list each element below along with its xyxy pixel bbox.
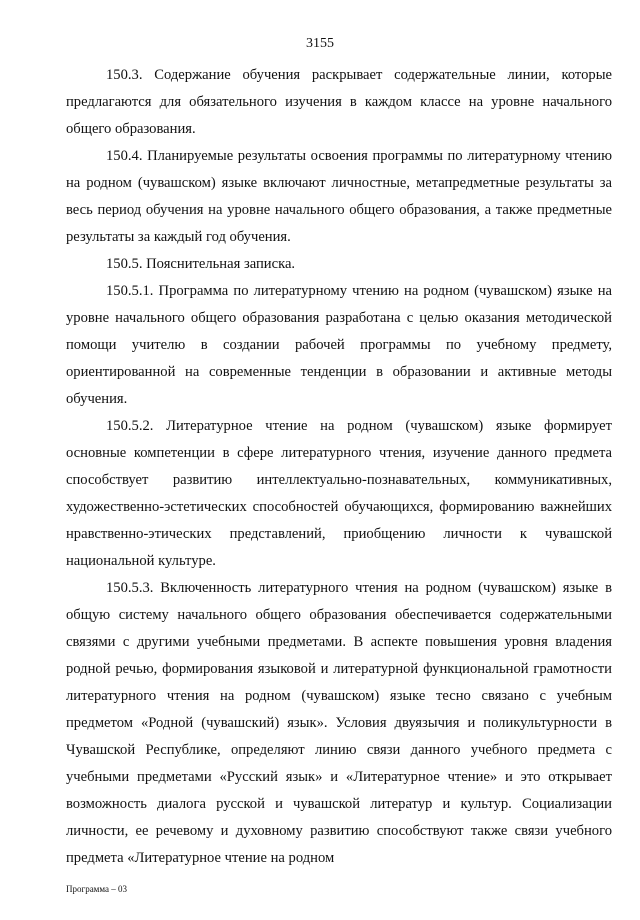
footer-label: Программа – 03 (66, 884, 128, 894)
paragraph-150-5: 150.5. Пояснительная записка. (106, 256, 296, 272)
paragraph-150-4: 150.4. Планируемые результаты освоения программы по литературному чтению на родном (чувашском) языке включают личностные, метапредметные результаты за весь период обучения на уровне начального общего образования, а также предметные результаты за каждый год обучения. (66, 148, 612, 245)
body-text (66, 62, 612, 872)
paragraph-150-5-1: 150.5.1. Программа по литературному чтению на родном (чувашском) языке на уровне начального общего образования разработана с целью оказания методической помощи учителю в создании рабочей программы по учебному предмету, ориентированной на современные тенденции в образовании и активные методы обучения. (66, 283, 612, 407)
paragraph-150-5-2: 150.5.2. Литературное чтение на родном (чувашском) языке формирует основные компетенции в сфере литературного чтения, изучение данного предмета способствует развитию интеллектуально-познавательных, коммуникативных, художественно-эстетических способностей обучающихся, формированию важнейших нравственно-этических представлений, приобщению личности к чувашской национальной культуре. (66, 418, 612, 569)
page-number: 3155 (306, 36, 334, 51)
paragraph-150-5-3: 150.5.3. Включенность литературного чтения на родном (чувашском) языке в общую систему начального общего образования обеспечивается содержательными связями с другими учебными предметами. В аспекте повышения уровня владения родной речью, формирования языковой и литературной функциональной грамотности литературного чтения на родном (чувашском) языке тесно связано с учебным предметом «Родной (чувашский) язык». Условия двуязычия и поликультурности в Чувашской Республике, определяют линию связи данного учебного предмета с учебными предметами «Русский язык» и «Литературное чтение» и это открывает возможность диалога русской и чувашской литератур и культур. Социализации личности, ее речевому и духовному развитию способствуют также связи учебного предмета «Литературное чтение на родном (66, 580, 612, 866)
paragraph-150-3: 150.3. Содержание обучения раскрывает содержательные линии, которые предлагаются для обязательного изучения в каждом классе на уровне начального общего образования. (66, 67, 612, 137)
